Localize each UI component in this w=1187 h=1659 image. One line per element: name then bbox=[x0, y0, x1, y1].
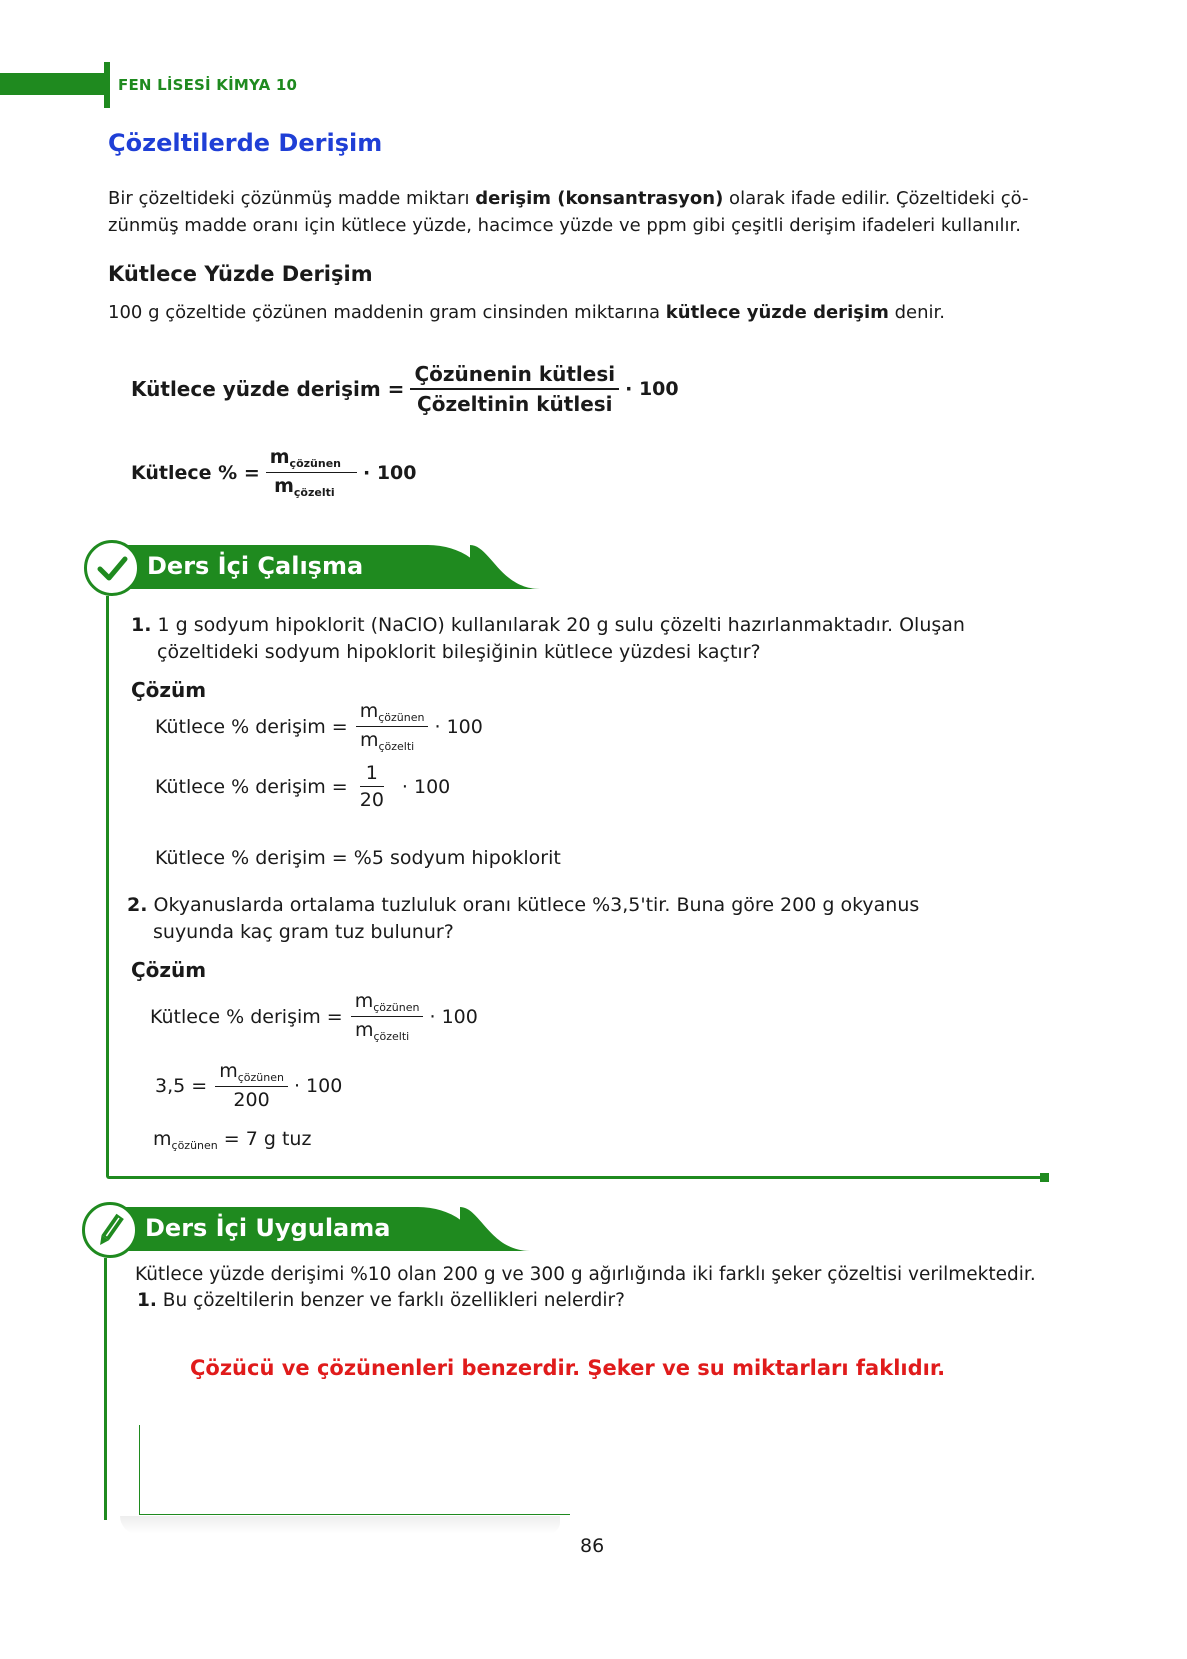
uygulama-title: Ders İçi Uygulama bbox=[145, 1214, 391, 1242]
q2-result-m: m bbox=[153, 1128, 172, 1150]
handwritten-answer: Çözücü ve çözünenleri benzerdir. Şeker ve su miktarları faklıdır. bbox=[190, 1356, 946, 1380]
q2-solution-label: Çözüm bbox=[131, 958, 207, 982]
intro-text-2: olarak ifade edilir. Çözeltideki çö- bbox=[723, 188, 1029, 209]
uygulama-q1-number: 1. bbox=[137, 1290, 157, 1311]
q1-step1-den-sub: çözelti bbox=[378, 740, 415, 753]
formula2-denominator bbox=[270, 473, 353, 499]
q1-step1-lhs: Kütlece % derişim = bbox=[155, 715, 348, 738]
formula1-mult: · 100 bbox=[625, 378, 679, 400]
formula2-num-sub: çözünen bbox=[289, 457, 341, 470]
q1-step2-fraction bbox=[356, 762, 388, 811]
calisma-frame-corner bbox=[1040, 1173, 1049, 1182]
q1-number: 1. bbox=[131, 614, 152, 636]
check-icon bbox=[87, 543, 137, 593]
q1-line2: çözeltideki sodyum hipoklorit bileşiğinin kütlece yüzdesi kaçtır? bbox=[157, 641, 761, 663]
q2-step1-numerator bbox=[351, 990, 424, 1017]
q2-step2-lhs: 3,5 = bbox=[155, 1074, 208, 1097]
formula1-lhs: Kütlece yüzde derişim = bbox=[131, 377, 405, 401]
q2-text bbox=[127, 892, 919, 946]
q2-step2-num-sub: çözünen bbox=[237, 1071, 284, 1084]
formula2-den-sub: çözelti bbox=[293, 486, 335, 499]
q2-step2 bbox=[155, 1060, 342, 1111]
q1-result: Kütlece % derişim = %5 sodyum hipoklorit bbox=[155, 847, 561, 869]
formula2-num-m: m bbox=[269, 446, 290, 468]
formula1-denominator: Çözeltinin kütlesi bbox=[417, 392, 613, 416]
q2-step1-fraction bbox=[351, 990, 424, 1043]
formula2-lhs: Kütlece % = bbox=[131, 461, 260, 484]
q2-step1-mult: · 100 bbox=[429, 1005, 478, 1028]
q2-step2-num-m: m bbox=[219, 1060, 238, 1082]
q2-step2-numerator bbox=[215, 1060, 288, 1087]
page-number: 86 bbox=[580, 1535, 605, 1557]
q1-text bbox=[131, 612, 965, 666]
q1-step1-numerator bbox=[356, 700, 429, 727]
q1-step2-mult: · 100 bbox=[401, 775, 451, 798]
pencil-icon bbox=[85, 1205, 135, 1255]
formula2-den-m: m bbox=[274, 475, 294, 497]
answer-box-bottom bbox=[139, 1514, 570, 1515]
answer-box-shadow bbox=[120, 1516, 560, 1534]
q2-result-rest: = 7 g tuz bbox=[217, 1128, 312, 1150]
q2-step1-denominator bbox=[351, 1017, 423, 1043]
q2-step2-denominator: 200 bbox=[233, 1089, 270, 1111]
q2-step1-lhs: Kütlece % derişim = bbox=[150, 1005, 343, 1028]
header-tick bbox=[104, 62, 110, 108]
q2-number: 2. bbox=[127, 894, 148, 916]
book-title: FEN LİSESİ KİMYA 10 bbox=[118, 76, 298, 94]
definition-bold: kütlece yüzde derişim bbox=[665, 302, 889, 323]
formula-mass-percent-symbols bbox=[131, 446, 416, 499]
formula2-mult: · 100 bbox=[362, 461, 417, 484]
formula2-fraction bbox=[266, 446, 357, 499]
q2-step1-den-m: m bbox=[354, 1019, 374, 1041]
answer-box-left bbox=[139, 1425, 140, 1515]
q2-step2-mult: · 100 bbox=[293, 1074, 343, 1097]
intro-text-1: Bir çözeltideki çözünmüş madde miktarı bbox=[108, 188, 476, 209]
q1-step1-num-m: m bbox=[359, 700, 379, 722]
q1-step1 bbox=[155, 700, 483, 753]
calisma-frame-left bbox=[106, 596, 109, 1176]
formula-mass-percent-words bbox=[131, 362, 679, 416]
uygulama-header-tail bbox=[460, 1207, 530, 1251]
q1-step1-den-m: m bbox=[359, 729, 379, 751]
q1-step2 bbox=[155, 762, 450, 811]
q2-result-sub: çözünen bbox=[171, 1139, 218, 1152]
q1-step1-fraction bbox=[356, 700, 429, 753]
q2-line2: suyunda kaç gram tuz bulunur? bbox=[153, 921, 454, 943]
q1-step1-mult: · 100 bbox=[434, 715, 483, 738]
q2-step1-den-sub: çözelti bbox=[373, 1030, 410, 1043]
uygulama-pencil-badge bbox=[82, 1202, 138, 1258]
definition-text-2: denir. bbox=[888, 302, 945, 323]
definition-text-1: 100 g çözeltide çözünen maddenin gram cinsinden miktarına bbox=[108, 302, 666, 323]
uygulama-q1 bbox=[137, 1290, 625, 1311]
q1-step1-denominator bbox=[356, 727, 428, 753]
q1-step1-num-sub: çözünen bbox=[378, 711, 425, 724]
intro-paragraph bbox=[108, 185, 1068, 239]
q2-step1-num-sub: çözünen bbox=[373, 1001, 420, 1014]
q1-solution-label: Çözüm bbox=[131, 678, 207, 702]
q2-step1-num-m: m bbox=[354, 990, 374, 1012]
uygulama-q1-text: Bu çözeltilerin benzer ve farklı özellikleri nelerdir? bbox=[156, 1290, 625, 1311]
section-title: Çözeltilerde Derişim bbox=[108, 129, 383, 157]
formula2-numerator bbox=[266, 446, 357, 473]
intro-text-3: zünmüş madde oranı için kütlece yüzde, hacimce yüzde ve ppm gibi çeşitli derişim ifadeleri kullanılır. bbox=[108, 215, 1022, 236]
q1-step2-numerator: 1 bbox=[360, 762, 384, 787]
formula1-fraction bbox=[410, 362, 619, 416]
uygulama-intro: Kütlece yüzde derişimi %10 olan 200 g ve 300 g ağırlığında iki farklı şeker çözeltisi verilmektedir. bbox=[135, 1264, 1036, 1285]
q2-line1: Okyanuslarda ortalama tuzluluk oranı kütlece %3,5'tir. Buna göre 200 g okyanus bbox=[147, 894, 920, 916]
definition bbox=[108, 299, 945, 326]
header-bar bbox=[0, 73, 104, 95]
calisma-check-badge bbox=[84, 540, 140, 596]
intro-bold: derişim (konsantrasyon) bbox=[475, 188, 724, 209]
q1-line1: 1 g sodyum hipoklorit (NaClO) kullanılarak 20 g sulu çözelti hazırlanmaktadır. Oluşan bbox=[151, 614, 965, 636]
q1-step2-denominator: 20 bbox=[359, 789, 384, 811]
calisma-title: Ders İçi Çalışma bbox=[147, 552, 364, 580]
q2-result bbox=[153, 1128, 311, 1152]
q1-step2-lhs: Kütlece % derişim = bbox=[155, 775, 348, 798]
calisma-frame-bottom bbox=[106, 1176, 1046, 1179]
q2-step1 bbox=[150, 990, 478, 1043]
q2-step2-fraction bbox=[215, 1060, 288, 1111]
formula1-numerator: Çözünenin kütlesi bbox=[410, 362, 619, 390]
calisma-header-tail bbox=[470, 545, 540, 589]
subheading: Kütlece Yüzde Derişim bbox=[108, 262, 373, 286]
uygulama-frame-left bbox=[104, 1258, 107, 1520]
